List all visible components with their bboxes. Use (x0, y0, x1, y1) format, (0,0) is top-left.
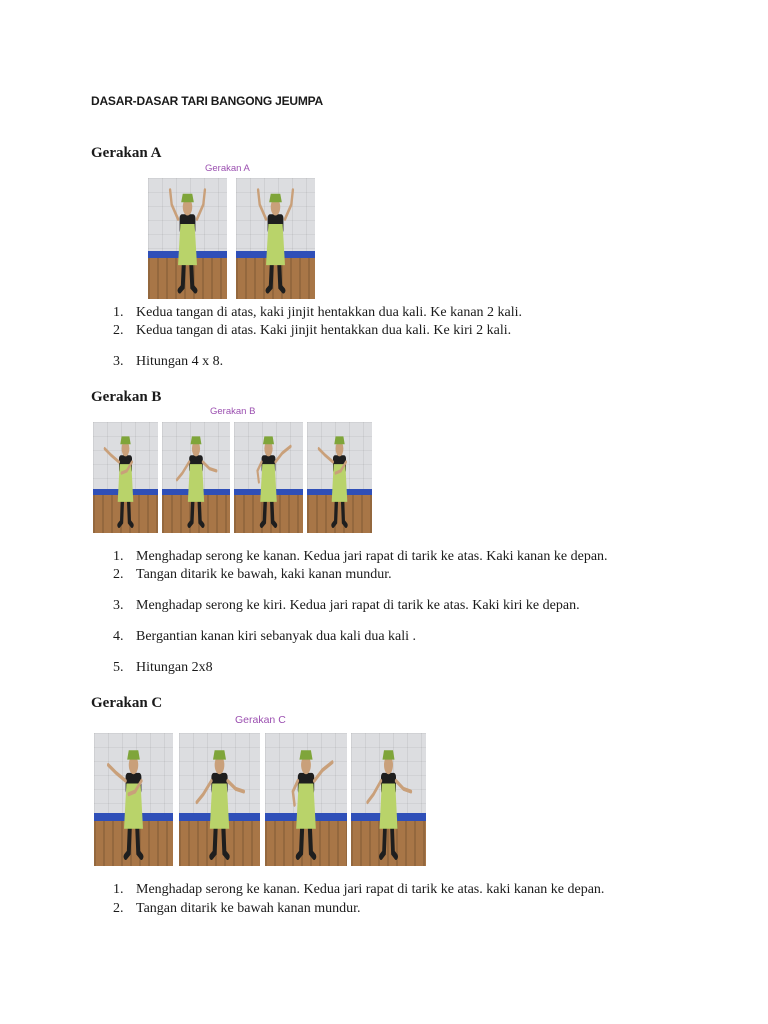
list-text: Kedua tangan di atas, kaki jinjit hentakkan dua kali. Ke kanan 2 kali. (136, 305, 523, 320)
list-text: Tangan ditarik ke bawah kanan mundur. (136, 901, 361, 916)
section-a-caption: Gerakan A (205, 163, 250, 174)
dancer-figure (236, 178, 315, 299)
list-item (113, 882, 604, 898)
section-c-heading: Gerakan C (91, 695, 163, 711)
dancer-figure (234, 422, 303, 533)
list-item (113, 660, 213, 676)
list-number: 4. (113, 629, 124, 644)
list-number: 1. (113, 305, 124, 320)
list-text: Hitungan 2x8 (136, 660, 213, 675)
document-title: DASAR-DASAR TARI BANGONG JEUMPA (91, 94, 324, 108)
dancer-figure (307, 422, 372, 533)
list-item (113, 549, 608, 565)
list-text: Tangan ditarik ke bawah, kaki kanan mundur. (136, 567, 392, 582)
dancer-figure (94, 733, 173, 866)
dancer-photo (307, 422, 372, 533)
list-number: 2. (113, 323, 124, 338)
list-item (113, 354, 223, 370)
dancer-figure (179, 733, 260, 866)
dancer-photo (234, 422, 303, 533)
dancer-photo (94, 733, 173, 866)
list-text: Hitungan 4 x 8. (136, 354, 224, 369)
list-item (113, 598, 580, 614)
section-b-caption: Gerakan B (210, 406, 256, 417)
list-number: 5. (113, 660, 124, 675)
dancer-photo (162, 422, 230, 533)
dancer-photo (236, 178, 315, 299)
list-text: Menghadap serong ke kiri. Kedua jari rapat di tarik ke atas. Kaki kiri ke depan. (136, 598, 580, 613)
dancer-figure (93, 422, 158, 533)
list-number: 2. (113, 901, 124, 916)
dancer-photo (179, 733, 260, 866)
list-number: 2. (113, 567, 124, 582)
list-text: Kedua tangan di atas. Kaki jinjit hentakkan dua kali. Ke kiri 2 kali. (136, 323, 512, 338)
dancer-figure (265, 733, 347, 866)
dancer-figure (162, 422, 230, 533)
list-item (113, 305, 522, 321)
list-number: 3. (113, 598, 124, 613)
dancer-photo (265, 733, 347, 866)
list-number: 3. (113, 354, 124, 369)
dancer-photo (93, 422, 158, 533)
dancer-photo (351, 733, 426, 866)
dancer-figure (148, 178, 227, 299)
list-text: Menghadap serong ke kanan. Kedua jari rapat di tarik ke atas. Kaki kanan ke depan. (136, 549, 608, 564)
section-c-caption: Gerakan C (235, 714, 286, 726)
list-item (113, 629, 416, 645)
list-item (113, 567, 392, 583)
list-number: 1. (113, 549, 124, 564)
section-b-heading: Gerakan B (91, 389, 162, 405)
dancer-figure (351, 733, 426, 866)
dancer-photo (148, 178, 227, 299)
list-item (113, 323, 511, 339)
list-text: Menghadap serong ke kanan. Kedua jari rapat di tarik ke atas. kaki kanan ke depan. (136, 882, 605, 897)
section-a-heading: Gerakan A (91, 145, 162, 161)
list-number: 1. (113, 882, 124, 897)
list-item (113, 901, 361, 917)
list-text: Bergantian kanan kiri sebanyak dua kali dua kali . (136, 629, 417, 644)
